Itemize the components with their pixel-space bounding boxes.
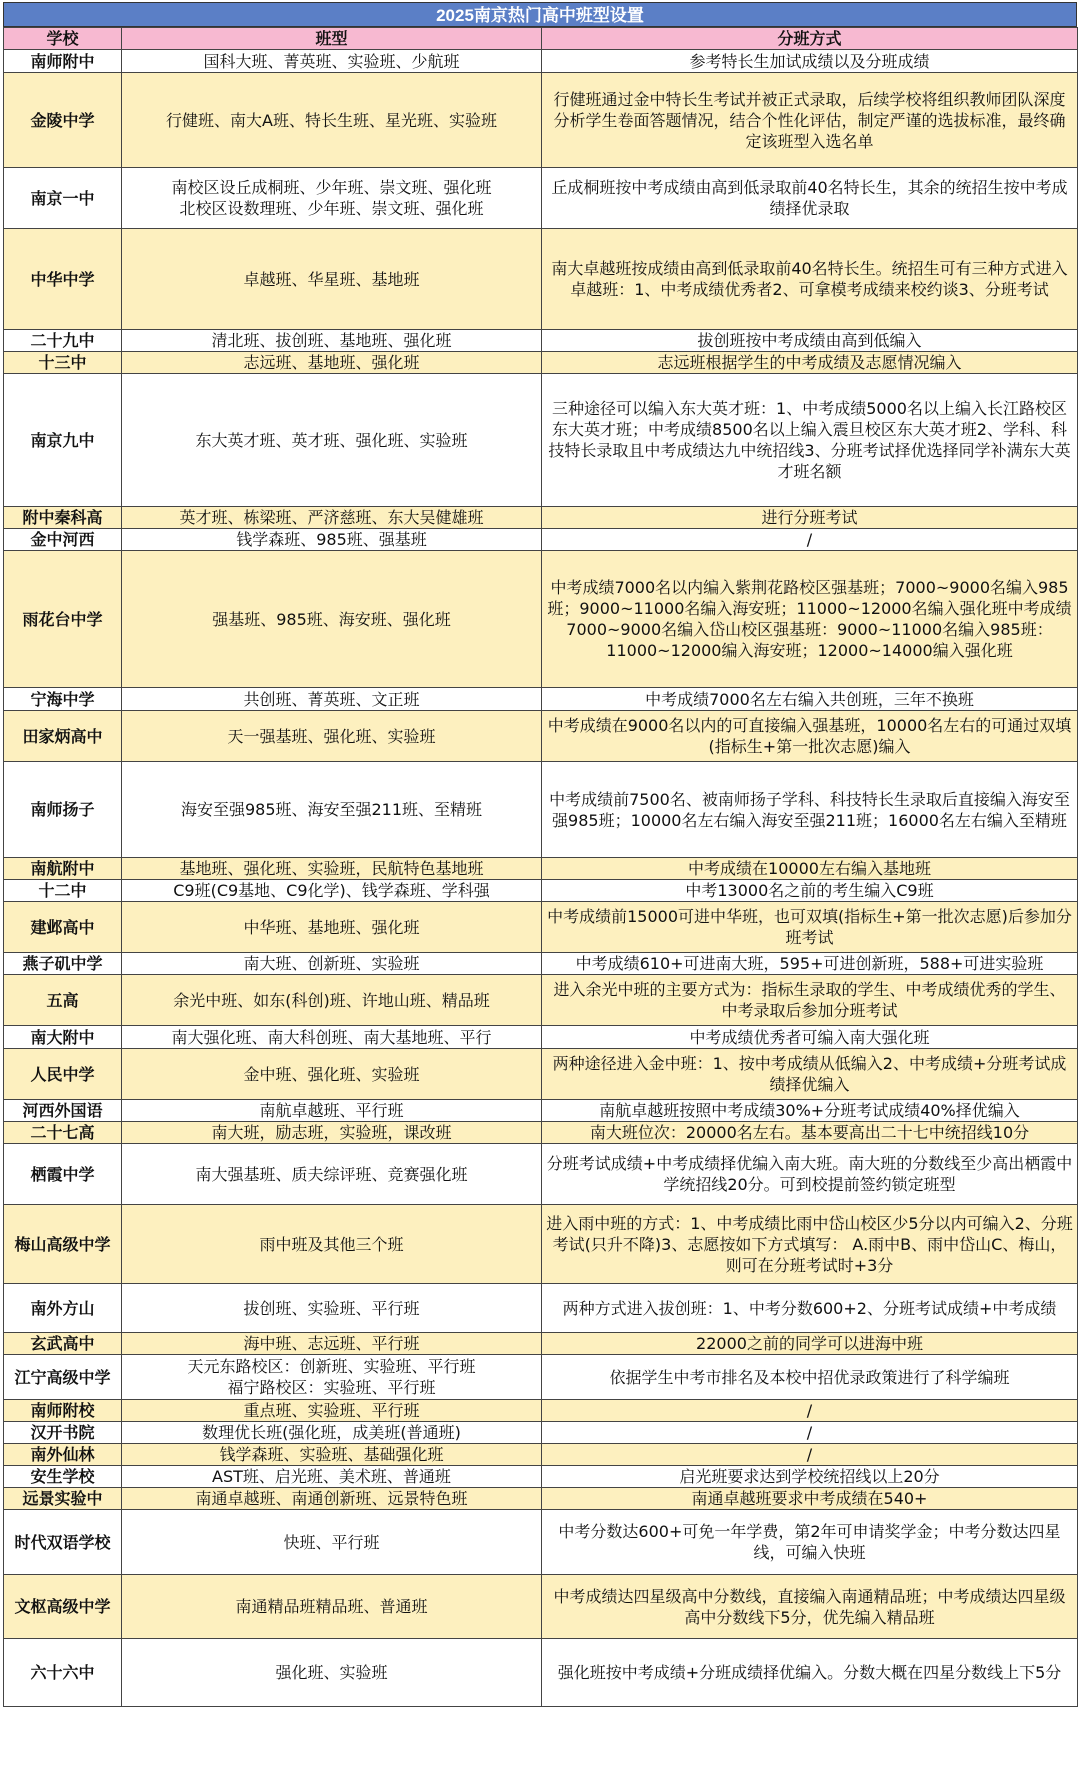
table-row (4, 1049, 1078, 1100)
method-cell: 丘成桐班按中考成绩由高到低录取前40名特长生，其余的统招生按中考成绩择优录取 (542, 168, 1078, 229)
table-row (4, 1400, 1078, 1422)
classes-cell: 海中班、志远班、平行班 (122, 1333, 542, 1355)
classes-cell: 南校区设丘成桐班、少年班、崇文班、强化班 北校区设数理班、少年班、崇文班、强化班 (122, 168, 542, 229)
table-row (4, 711, 1078, 762)
school-cell: 人民中学 (4, 1049, 122, 1100)
school-cell: 安生学校 (4, 1466, 122, 1488)
school-cell: 中华中学 (4, 229, 122, 330)
class-setting-table (3, 27, 1078, 1707)
classes-cell: 卓越班、华星班、基地班 (122, 229, 542, 330)
classes-cell: 南通精品班精品班、普通班 (122, 1575, 542, 1639)
school-cell: 雨花台中学 (4, 551, 122, 688)
school-cell: 江宁高级中学 (4, 1355, 122, 1400)
method-cell: 拔创班按中考成绩由高到低编入 (542, 330, 1078, 352)
method-cell: 两种途径进入金中班：1、按中考成绩从低编入2、中考成绩+分班考试成绩择优编入 (542, 1049, 1078, 1100)
method-cell: 中考成绩前7500名、被南师扬子学科、科技特长生录取后直接编入海安至强985班；10000名左右编入海安至强211班；16000名左右编入至精班 (542, 762, 1078, 858)
school-cell: 十三中 (4, 352, 122, 374)
table-row (4, 902, 1078, 953)
school-cell: 附中秦科高 (4, 507, 122, 529)
school-cell: 五高 (4, 975, 122, 1026)
school-cell: 汉开书院 (4, 1422, 122, 1444)
method-cell: 中考成绩优秀者可编入南大强化班 (542, 1026, 1078, 1049)
classes-cell: 钱学森班、实验班、基础强化班 (122, 1444, 542, 1466)
method-cell: 进入雨中班的方式：1、中考成绩比雨中岱山校区少5分以内可编入2、分班考试(只升不降)3、志愿按如下方式填写： A.雨中B、雨中岱山C、梅山，则可在分班考试时+3分 (542, 1205, 1078, 1284)
classes-cell: 南大班、创新班、实验班 (122, 953, 542, 975)
method-cell: 中考成绩在10000左右编入基地班 (542, 858, 1078, 880)
method-cell: 中考成绩达四星级高中分数线，直接编入南通精品班；中考成绩达四星级高中分数线下5分，优先编入精品班 (542, 1575, 1078, 1639)
method-cell: 依据学生中考市排名及本校中招优录政策进行了科学编班 (542, 1355, 1078, 1400)
method-cell: 南通卓越班要求中考成绩在540+ (542, 1488, 1078, 1510)
school-cell: 建邺高中 (4, 902, 122, 953)
school-cell: 南航附中 (4, 858, 122, 880)
table-row (4, 953, 1078, 975)
table-row (4, 1122, 1078, 1144)
school-cell: 金陵中学 (4, 73, 122, 168)
table-row (4, 352, 1078, 374)
classes-cell: 南通卓越班、南通创新班、远景特色班 (122, 1488, 542, 1510)
school-cell: 远景实验中 (4, 1488, 122, 1510)
table-row (4, 1284, 1078, 1333)
classes-cell: 强基班、985班、海安班、强化班 (122, 551, 542, 688)
method-cell: 参考特长生加试成绩以及分班成绩 (542, 50, 1078, 73)
method-cell: 22000之前的同学可以进海中班 (542, 1333, 1078, 1355)
method-cell: 中考成绩610+可进南大班，595+可进创新班，588+可进实验班 (542, 953, 1078, 975)
method-cell: 进行分班考试 (542, 507, 1078, 529)
classes-cell: 东大英才班、英才班、强化班、实验班 (122, 374, 542, 507)
table-row (4, 1100, 1078, 1122)
classes-cell: 钱学森班、985班、强基班 (122, 529, 542, 551)
school-cell: 南师扬子 (4, 762, 122, 858)
table-row (4, 168, 1078, 229)
school-cell: 南大附中 (4, 1026, 122, 1049)
method-cell: 南大班位次：20000名左右。基本要高出二十七中统招线10分 (542, 1122, 1078, 1144)
classes-cell: 英才班、栋梁班、严济慈班、东大吴健雄班 (122, 507, 542, 529)
school-cell: 时代双语学校 (4, 1510, 122, 1575)
school-cell: 文枢高级中学 (4, 1575, 122, 1639)
table-row (4, 1444, 1078, 1466)
method-cell: 强化班按中考成绩+分班成绩择优编入。分数大概在四星分数线上下5分 (542, 1639, 1078, 1707)
school-cell: 南京九中 (4, 374, 122, 507)
table-row (4, 1355, 1078, 1400)
classes-cell: 强化班、实验班 (122, 1639, 542, 1707)
school-cell: 南外方山 (4, 1284, 122, 1333)
method-cell: 中考成绩前15000可进中华班，也可双填(指标生+第一批次志愿)后参加分班考试 (542, 902, 1078, 953)
classes-cell: 行健班、南大A班、特长生班、星光班、实验班 (122, 73, 542, 168)
classes-cell: 南航卓越班、平行班 (122, 1100, 542, 1122)
table-row (4, 1510, 1078, 1575)
header-row (4, 28, 1078, 50)
page-title: 2025南京热门高中班型设置 (3, 2, 1077, 27)
table-row (4, 1466, 1078, 1488)
school-cell: 田家炳高中 (4, 711, 122, 762)
method-cell: 行健班通过金中特长生考试并被正式录取，后续学校将组织教师团队深度分析学生卷面答题情况，结合个性化评估，制定严谨的选拔标准，最终确定该班型入选名单 (542, 73, 1078, 168)
method-cell: 启光班要求达到学校统招线以上20分 (542, 1466, 1078, 1488)
table-row (4, 1144, 1078, 1205)
method-cell: 南航卓越班按照中考成绩30%+分班考试成绩40%择优编入 (542, 1100, 1078, 1122)
school-cell: 十二中 (4, 880, 122, 902)
classes-cell: 中华班、基地班、强化班 (122, 902, 542, 953)
method-cell: 中考成绩在9000名以内的可直接编入强基班，10000名左右的可通过双填(指标生+第一批次志愿)编入 (542, 711, 1078, 762)
table-body (4, 50, 1078, 1707)
classes-cell: 雨中班及其他三个班 (122, 1205, 542, 1284)
method-cell: 南大卓越班按成绩由高到低录取前40名特长生。统招生可有三种方式进入卓越班：1、中考成绩优秀者2、可拿模考成绩来校约谈3、分班考试 (542, 229, 1078, 330)
classes-cell: 基地班、强化班、实验班，民航特色基地班 (122, 858, 542, 880)
classes-cell: 南大强基班、质夫综评班、竞赛强化班 (122, 1144, 542, 1205)
method-cell: / (542, 529, 1078, 551)
school-cell: 梅山高级中学 (4, 1205, 122, 1284)
method-cell: 分班考试成绩+中考成绩择优编入南大班。南大班的分数线至少高出栖霞中学统招线20分。可到校提前签约锁定班型 (542, 1144, 1078, 1205)
table-row (4, 1026, 1078, 1049)
method-cell: 志远班根据学生的中考成绩及志愿情况编入 (542, 352, 1078, 374)
school-cell: 宁海中学 (4, 688, 122, 711)
method-cell: / (542, 1422, 1078, 1444)
school-cell: 玄武高中 (4, 1333, 122, 1355)
school-cell: 南师附校 (4, 1400, 122, 1422)
classes-cell: 重点班、实验班、平行班 (122, 1400, 542, 1422)
classes-cell: 余光中班、如东(科创)班、许地山班、精品班 (122, 975, 542, 1026)
classes-cell: 数理优长班(强化班，成美班(普通班) (122, 1422, 542, 1444)
header-classes: 班型 (122, 28, 542, 50)
table-row (4, 880, 1078, 902)
classes-cell: 拔创班、实验班、平行班 (122, 1284, 542, 1333)
table-row (4, 374, 1078, 507)
classes-cell: 天元东路校区：创新班、实验班、平行班 福宁路校区：实验班、平行班 (122, 1355, 542, 1400)
method-cell: 三种途径可以编入东大英才班：1、中考成绩5000名以上编入长江路校区东大英才班；中考成绩8500名以上编入震旦校区东大英才班2、学科、科技特长录取且中考成绩达九中统招线3、分班考试择优选择同学补满东大英才班名额 (542, 374, 1078, 507)
school-cell: 南京一中 (4, 168, 122, 229)
table-row (4, 73, 1078, 168)
table-row (4, 975, 1078, 1026)
school-cell: 金中河西 (4, 529, 122, 551)
header-school: 学校 (4, 28, 122, 50)
table-row (4, 762, 1078, 858)
table-row (4, 551, 1078, 688)
table-row (4, 858, 1078, 880)
school-cell: 栖霞中学 (4, 1144, 122, 1205)
method-cell: 中考分数达600+可免一年学费，第2年可申请奖学金；中考分数达四星线，可编入快班 (542, 1510, 1078, 1575)
table-row (4, 507, 1078, 529)
table-row (4, 1205, 1078, 1284)
table-row (4, 1639, 1078, 1707)
classes-cell: 清北班、拔创班、基地班、强化班 (122, 330, 542, 352)
page (3, 2, 1077, 1707)
table-row (4, 229, 1078, 330)
table-row (4, 1575, 1078, 1639)
classes-cell: 南大班，励志班，实验班，课改班 (122, 1122, 542, 1144)
classes-cell: AST班、启光班、美术班、普通班 (122, 1466, 542, 1488)
table-row (4, 688, 1078, 711)
method-cell: 中考13000名之前的考生编入C9班 (542, 880, 1078, 902)
classes-cell: 海安至强985班、海安至强211班、至精班 (122, 762, 542, 858)
table-row (4, 330, 1078, 352)
table-row (4, 1333, 1078, 1355)
table-row (4, 50, 1078, 73)
school-cell: 南师附中 (4, 50, 122, 73)
method-cell: / (542, 1400, 1078, 1422)
school-cell: 二十九中 (4, 330, 122, 352)
method-cell: 中考成绩7000名以内编入紫荆花路校区强基班；7000~9000名编入985班；9000~11000名编入海安班；11000~12000名编入强化班中考成绩7000~9000名编入岱山校区强基班：9000~11000名编入985班：11000~12000编入海安班；12000~14000编入强化班 (542, 551, 1078, 688)
classes-cell: 快班、平行班 (122, 1510, 542, 1575)
header-method: 分班方式 (542, 28, 1078, 50)
classes-cell: C9班(C9基地、C9化学)、钱学森班、学科强 (122, 880, 542, 902)
classes-cell: 天一强基班、强化班、实验班 (122, 711, 542, 762)
school-cell: 南外仙林 (4, 1444, 122, 1466)
table-row (4, 1422, 1078, 1444)
classes-cell: 南大强化班、南大科创班、南大基地班、平行 (122, 1026, 542, 1049)
school-cell: 二十七高 (4, 1122, 122, 1144)
method-cell: 两种方式进入拔创班：1、中考分数600+2、分班考试成绩+中考成绩 (542, 1284, 1078, 1333)
classes-cell: 金中班、强化班、实验班 (122, 1049, 542, 1100)
classes-cell: 志远班、基地班、强化班 (122, 352, 542, 374)
method-cell: / (542, 1444, 1078, 1466)
method-cell: 中考成绩7000名左右编入共创班，三年不换班 (542, 688, 1078, 711)
table-row (4, 1488, 1078, 1510)
school-cell: 六十六中 (4, 1639, 122, 1707)
school-cell: 河西外国语 (4, 1100, 122, 1122)
school-cell: 燕子矶中学 (4, 953, 122, 975)
method-cell: 进入余光中班的主要方式为：指标生录取的学生、中考成绩优秀的学生、中考录取后参加分班考试 (542, 975, 1078, 1026)
classes-cell: 共创班、菁英班、文正班 (122, 688, 542, 711)
table-row (4, 529, 1078, 551)
classes-cell: 国科大班、菁英班、实验班、少航班 (122, 50, 542, 73)
